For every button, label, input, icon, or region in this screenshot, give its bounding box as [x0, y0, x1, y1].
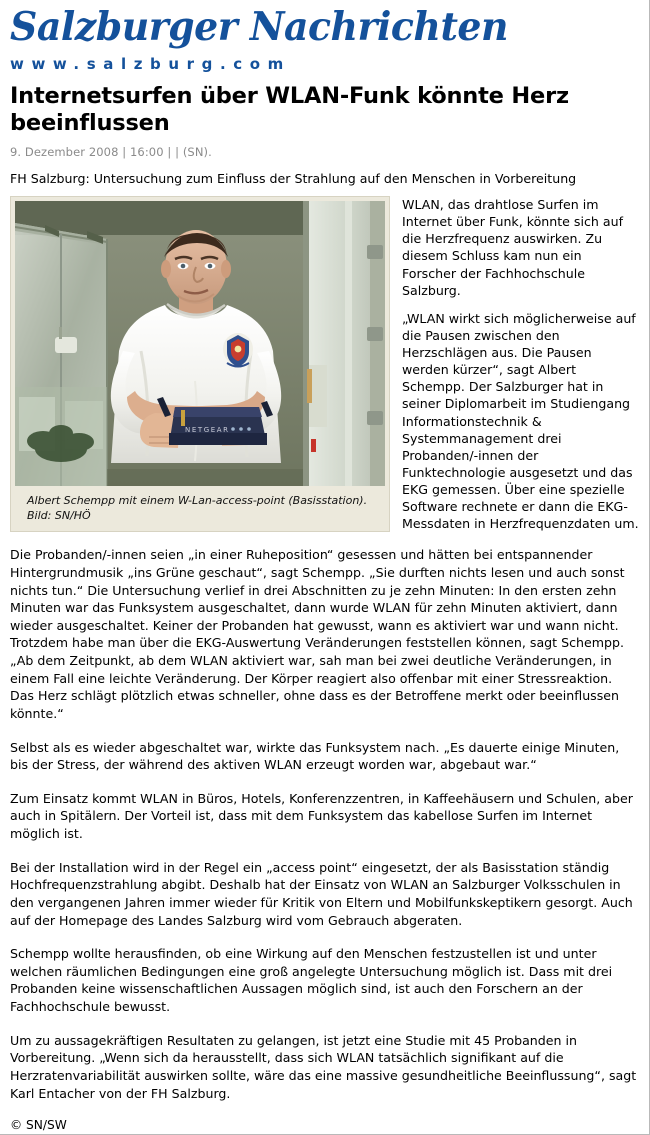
photo-illustration [15, 201, 385, 486]
page-title: Internetsurfen über WLAN-Funk könnte Herz beeinflussen [10, 83, 569, 136]
body-paragraph: Um zu aussagekräftigen Resultaten zu gelangen, ist jetzt eine Studie mit 45 Probanden in Vorbereitung. „Wenn sich da herausstellt, dass sich WLAN tatsächlich signifikant auf die Herzratenvariabilität auswirken sollte, wäre das eine massive gesundheitliche Beeinflussung“, sagt Karl Entacher von der FH Salzburg. [10, 1032, 637, 1101]
body-paragraph: Zum Einsatz kommt WLAN in Büros, Hotels, Konferenzzentren, in Kaffeehäusern und Schulen, aber auch in Spitälern. Der Vorteil ist, dass mit dem Funksystem das kabellose Surfen im Internet möglich ist. [10, 790, 633, 842]
article-body [10, 536, 639, 1132]
masthead-url[interactable]: www.salzburg.com [10, 55, 291, 73]
lede-paragraph: FH Salzburg: Untersuchung zum Einfluss der Strahlung auf den Menschen in Vorbereitung [10, 171, 577, 186]
masthead-logo[interactable]: Salzburger Nachrichten [10, 4, 509, 50]
body-paragraph: Selbst als es wieder abgeschaltet war, wirkte das Funksystem nach. „Es dauerte einige Minuten, bis der Stress, der während des aktiven WLAN erzeugt worden war, abgebaut war.“ [10, 739, 620, 773]
article-figure [10, 196, 390, 532]
byline: 9. Dezember 2008 | 16:00 | | (SN). [10, 145, 212, 159]
body-paragraph: Schempp wollte herausfinden, ob eine Wirkung auf den Menschen festzustellen ist und unter welchen räumlichen Bedingungen eine groß angelegte Untersuchung möglich ist. Dass mit drei Probanden keine wissenschaftlichen Aussagen möglich sind, ist auch den Forschern an der Fachhochschule bewusst. [10, 946, 613, 1015]
article-top-section [10, 196, 639, 536]
figure-caption: Albert Schempp mit einem W-Lan-access-point (Basisstation). Bild: SN/HÖ [27, 494, 368, 523]
router-brand-label: NETGEAR [185, 426, 230, 434]
body-paragraph: Die Probanden/-innen seien „in einer Ruheposition“ gesessen und hätten bei entspannender Hintergrundmusik „ins Grüne geschaut“, sagt Schempp. „Sie durften nichts lesen und auch sonst nichts tun.“ Die Untersuchung verlief in drei Abschnitten zu je zehn Minuten: In den ersten zehn Minuten war das Funksystem ausgeschaltet, dann wurde WLAN für zehn Minuten aktiviert, dann wieder ausgeschaltet. Keiner der Probanden hat gewusst, wann es aktiviert war und wann nicht. Trotzdem habe man über die EKG-Auswertung Veränderungen feststellen können, sagt Schempp. „Ab dem Zeitpunkt, ab dem WLAN aktiviert war, sah man bei zwei deutliche Veränderungen, in einem Fall eine leichte Veränderung. Der Körper reagiert also offenbar mit einer Stressreaktion. Das Herz schlägt plötzlich etwas schneller, ohne dass es der Betroffene merkt oder beeinflussen könnte.“ [10, 547, 625, 721]
masthead [10, 0, 639, 72]
copyright-notice: © SN/SW [10, 1118, 67, 1133]
body-paragraph: Bei der Installation wird in der Regel ein „access point“ eingesetzt, der als Basisstation ständig Hochfrequenzstrahlung abgibt. Deshalb hat der Einsatz von WLAN an Salzburger Volksschulen in den vergangenen Jahren immer wieder für Kritik von Eltern und Mobilfunkskeptikern gesorgt. Auch auf der Homepage des Landes Salzburg wird vom Gebrauch abgeraten. [10, 859, 633, 928]
article-photo [15, 201, 385, 486]
side-paragraph: „WLAN wirkt sich möglicherweise auf die Pausen zwischen den Herzschlägen aus. Die Pausen werden kürzer“, sagt Albert Schempp. Der Salzburger hat in seiner Diplomarbeit im Studiengang Informationstechnik & Systemmanagement drei Probanden/-innen der Funktechnologie ausgesetzt und das EKG gemessen. Über eine spezielle Software rechnete er dann die EKG-Messdaten in Herzfrequenzdaten um. [402, 310, 639, 532]
side-paragraph: WLAN, das drahtlose Surfen im Internet über Funk, könnte sich auf die Herzfrequenz auswirken. Zu diesem Schluss kam nun ein Forscher der Fachhochschule Salzburg. [402, 197, 624, 298]
